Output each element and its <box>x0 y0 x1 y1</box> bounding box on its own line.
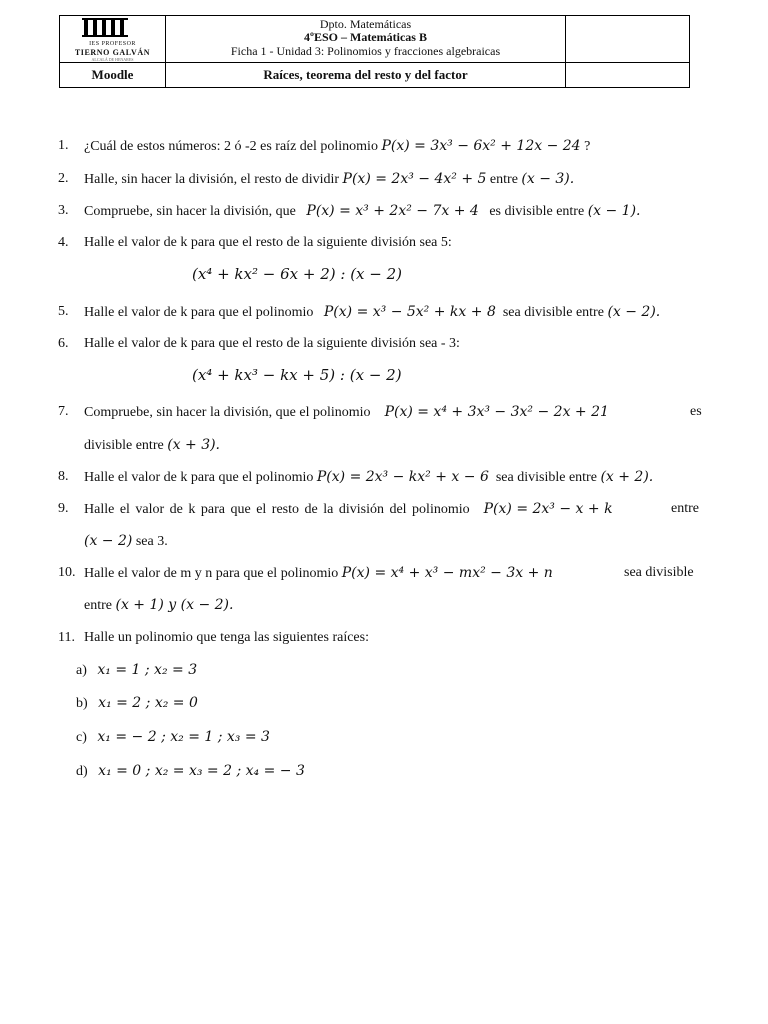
roots-a: a) x₁ = 1 ; x₂ = 3 <box>76 662 198 678</box>
exercise-4-expression: (x⁴ + kx² − 6x + 2) : (x − 2) <box>192 265 402 283</box>
dept-label: Dpto. Matemáticas <box>319 17 412 31</box>
exercise-6-expression: (x⁴ + kx³ − kx + 5) : (x − 2) <box>192 366 402 384</box>
topic-label: Raíces, teorema del resto y del factor <box>263 67 468 82</box>
sheet-label: Ficha 1 - Unidad 3: Polinomios y fracciones algebraicas <box>230 44 501 58</box>
platform-label: Moodle <box>91 67 134 82</box>
course-label: 4ºESO – Matemáticas B <box>304 30 427 44</box>
roots-d: d) x₁ = 0 ; x₂ = x₃ = 2 ; x₄ = − 3 <box>76 763 305 779</box>
roots-c: c) x₁ = − 2 ; x₂ = 1 ; x₃ = 3 <box>76 729 270 745</box>
school-logo: IES PROFESOR TIERNO GALVÁN ALCALÁ DE HENARES <box>60 16 165 62</box>
roots-b: b) x₁ = 2 ; x₂ = 0 <box>76 695 198 711</box>
header-table <box>59 15 690 88</box>
